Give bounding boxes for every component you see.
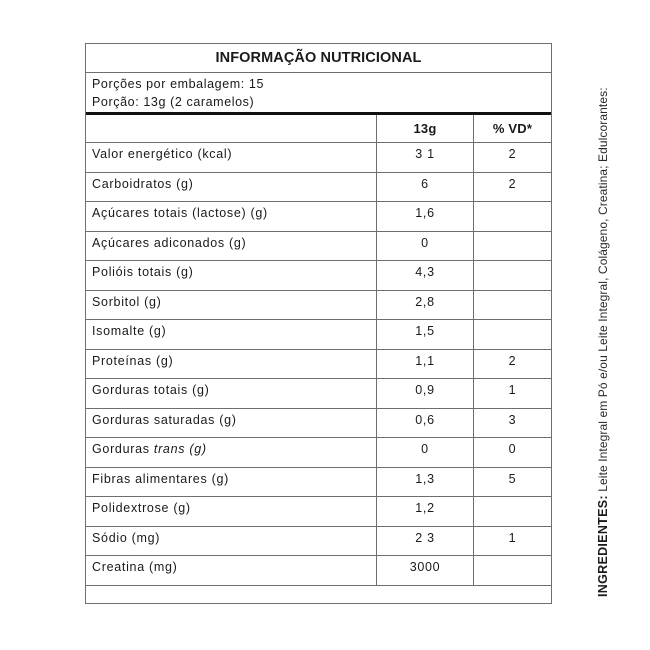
- nutrient-daily-value: 2: [508, 353, 517, 368]
- nutrient-amount: 2,8: [377, 291, 474, 320]
- header-amount: 13g: [377, 115, 474, 142]
- table-header-row: [86, 115, 551, 143]
- header-nutrient: [86, 115, 377, 142]
- nutrient-amount: 0: [377, 438, 474, 467]
- nutrient-daily-value: [474, 202, 551, 231]
- nutrient-daily-value: 2: [508, 176, 517, 191]
- nutrient-name: Açúcares adiconados (g): [86, 232, 377, 261]
- nutrient-name-prefix: Gorduras: [92, 442, 154, 456]
- nutrient-amount: 3 1: [377, 143, 474, 172]
- table-row: [86, 143, 551, 173]
- nutrient-amount: 1,2: [377, 497, 474, 526]
- servings-per-package: Porções por embalagem: 15: [92, 77, 265, 91]
- header-daily-value: % VD*: [492, 121, 533, 136]
- nutrient-table: [86, 115, 551, 603]
- table-row: [86, 409, 551, 439]
- nutrient-daily-value: 5: [508, 471, 517, 486]
- nutrient-name: Sódio (mg): [86, 527, 377, 556]
- nutrient-name: Sorbitol (g): [86, 291, 377, 320]
- nutrient-daily-value: 2: [508, 147, 517, 161]
- nutrient-daily-value: [474, 232, 551, 261]
- nutrient-name: Creatina (mg): [86, 556, 377, 585]
- nutrient-name: Isomalte (g): [86, 320, 377, 349]
- nutrient-name: Polióis totais (g): [86, 261, 377, 290]
- nutrient-daily-value: 0: [508, 442, 517, 456]
- table-row: [86, 291, 551, 321]
- nutrient-amount: 0,9: [377, 379, 474, 408]
- ingredients-label: INGREDIENTES:: [596, 495, 610, 597]
- table-row: [86, 438, 551, 468]
- nutrient-daily-value: 1: [508, 530, 517, 545]
- nutrition-facts-table: [85, 43, 552, 604]
- table-row: [86, 379, 551, 409]
- table-row: [86, 468, 551, 498]
- table-row: [86, 527, 551, 557]
- serving-size: Porção: 13g (2 caramelos): [92, 95, 255, 109]
- nutrient-daily-value: [474, 320, 551, 349]
- nutrient-amount: 1,3: [377, 468, 474, 497]
- nutrient-amount: 1,5: [377, 320, 474, 349]
- nutrient-amount: 4,3: [377, 261, 474, 290]
- nutrient-amount: 6: [377, 173, 474, 202]
- nutrient-daily-value: [474, 261, 551, 290]
- table-footer-row: [86, 586, 551, 603]
- ingredients-list: Leite Integral em Pó e/ou Leite Integral, Colágeno, Creatina; Edulcorantes:: [596, 87, 610, 496]
- table-row: [86, 350, 551, 380]
- table-row: [86, 261, 551, 291]
- table-row: [86, 232, 551, 262]
- portion-info: [86, 73, 551, 112]
- nutrient-amount: 0: [377, 232, 474, 261]
- table-row: [86, 497, 551, 527]
- nutrient-amount: 3000: [377, 556, 474, 585]
- nutrient-daily-value: [474, 497, 551, 526]
- nutrient-amount: 1,1: [377, 350, 474, 379]
- nutrient-amount: 0,6: [377, 409, 474, 438]
- nutrition-title: INFORMAÇÃO NUTRICIONAL: [86, 44, 551, 73]
- nutrient-daily-value: [474, 291, 551, 320]
- table-row: [86, 320, 551, 350]
- nutrient-name: Gorduras totais (g): [86, 379, 377, 408]
- nutrient-amount: 2 3: [377, 527, 474, 556]
- nutrient-name: [86, 438, 377, 467]
- nutrient-name: Gorduras saturadas (g): [86, 409, 377, 438]
- table-row: [86, 556, 551, 586]
- nutrient-name-italic: trans (g): [153, 442, 207, 456]
- ingredients-text: [596, 87, 610, 597]
- nutrient-name: Carboidratos (g): [86, 173, 377, 202]
- nutrient-name: Valor energético (kcal): [86, 143, 377, 172]
- nutrient-name: Polidextrose (g): [86, 497, 377, 526]
- nutrient-daily-value: [474, 556, 551, 585]
- footer-cell: [86, 586, 377, 603]
- table-row: [86, 202, 551, 232]
- table-row: [86, 173, 551, 203]
- nutrient-amount: 1,6: [377, 202, 474, 231]
- nutrient-daily-value: 1: [508, 383, 517, 397]
- nutrient-name: Açúcares totais (lactose) (g): [86, 202, 377, 231]
- nutrient-daily-value: 3: [508, 412, 517, 427]
- nutrient-name: Proteínas (g): [86, 350, 377, 379]
- nutrient-name: Fibras alimentares (g): [86, 468, 377, 497]
